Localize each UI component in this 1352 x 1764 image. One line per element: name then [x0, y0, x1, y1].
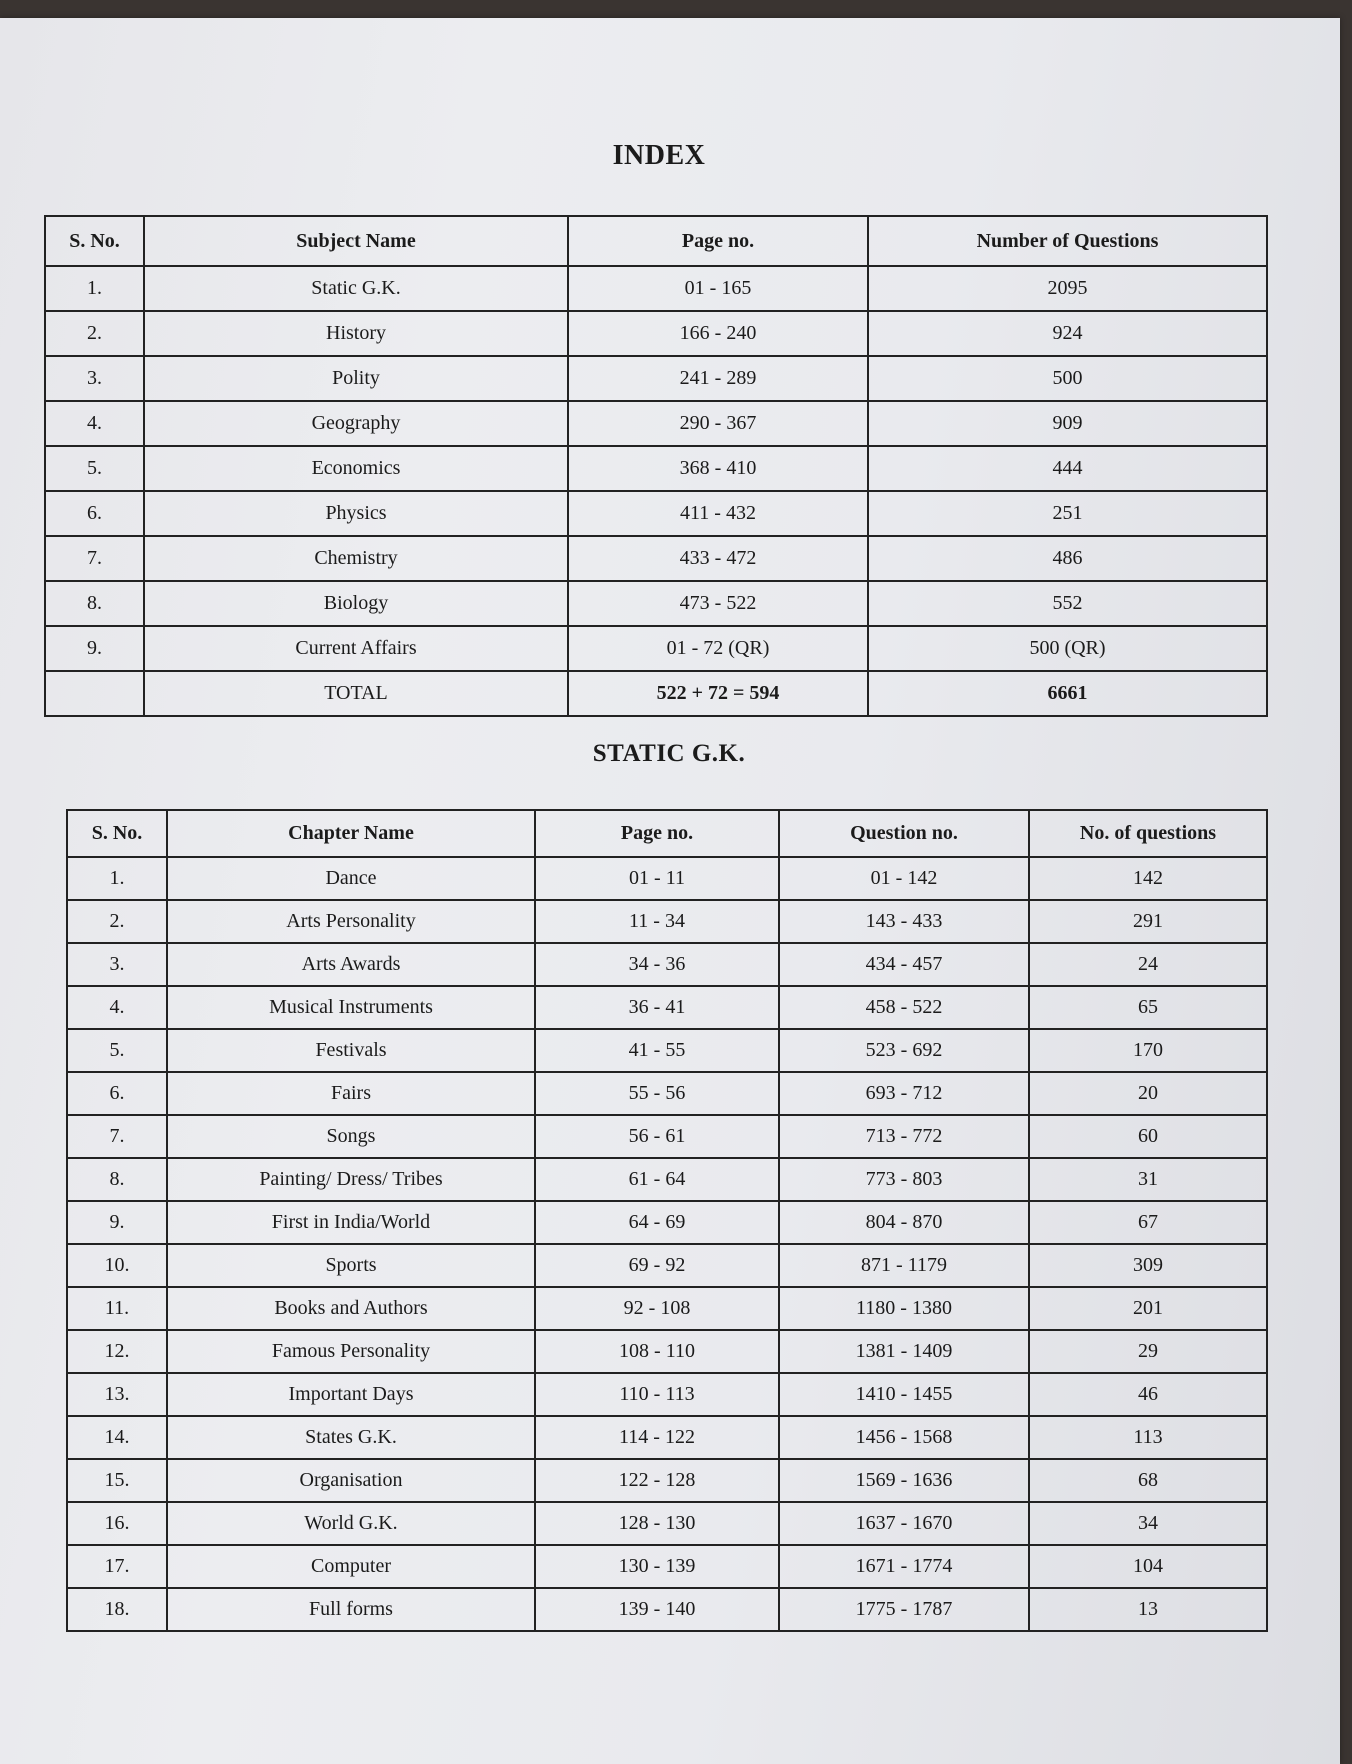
static-cell-question-no: 523 - 692: [779, 1029, 1029, 1072]
static-cell-chapter: Important Days: [167, 1373, 535, 1416]
static-cell-chapter: Full forms: [167, 1588, 535, 1631]
static-cell-chapter: Arts Personality: [167, 900, 535, 943]
index-cell-sno: 1.: [45, 266, 144, 311]
static-cell-count: 113: [1029, 1416, 1267, 1459]
static-cell-count: 65: [1029, 986, 1267, 1029]
static-cell-count: 201: [1029, 1287, 1267, 1330]
table-row: [67, 1201, 1267, 1244]
index-cell-questions: 486: [868, 536, 1267, 581]
index-cell-sno: 7.: [45, 536, 144, 581]
index-cell-subject: Geography: [144, 401, 568, 446]
static-header-question-no: Question no.: [779, 810, 1029, 857]
static-cell-pages: 122 - 128: [535, 1459, 779, 1502]
static-cell-pages: 108 - 110: [535, 1330, 779, 1373]
index-cell-sno: 9.: [45, 626, 144, 671]
static-cell-count: 291: [1029, 900, 1267, 943]
static-header-count: No. of questions: [1029, 810, 1267, 857]
table-row: [45, 491, 1267, 536]
table-row: [45, 536, 1267, 581]
static-cell-chapter: Arts Awards: [167, 943, 535, 986]
static-cell-sno: 15.: [67, 1459, 167, 1502]
index-cell-subject: Chemistry: [144, 536, 568, 581]
index-cell-pages: 01 - 165: [568, 266, 868, 311]
static-cell-chapter: First in India/World: [167, 1201, 535, 1244]
static-cell-pages: 11 - 34: [535, 900, 779, 943]
index-total-questions: 6661: [868, 671, 1267, 716]
static-cell-count: 60: [1029, 1115, 1267, 1158]
index-cell-pages: 01 - 72 (QR): [568, 626, 868, 671]
static-cell-chapter: Musical Instruments: [167, 986, 535, 1029]
index-cell-pages: 290 - 367: [568, 401, 868, 446]
static-cell-sno: 1.: [67, 857, 167, 900]
static-cell-question-no: 143 - 433: [779, 900, 1029, 943]
static-cell-pages: 34 - 36: [535, 943, 779, 986]
static-cell-count: 142: [1029, 857, 1267, 900]
static-gk-title: STATIC G.K.: [592, 740, 746, 767]
index-cell-pages: 473 - 522: [568, 581, 868, 626]
static-cell-pages: 110 - 113: [535, 1373, 779, 1416]
table-row: [67, 1244, 1267, 1287]
table-row: [67, 1416, 1267, 1459]
static-cell-count: 20: [1029, 1072, 1267, 1115]
index-cell-pages: 411 - 432: [568, 491, 868, 536]
index-cell-questions: 2095: [868, 266, 1267, 311]
static-cell-count: 46: [1029, 1373, 1267, 1416]
static-cell-chapter: Festivals: [167, 1029, 535, 1072]
static-cell-question-no: 1569 - 1636: [779, 1459, 1029, 1502]
index-cell-sno: 4.: [45, 401, 144, 446]
static-cell-sno: 13.: [67, 1373, 167, 1416]
static-cell-pages: 64 - 69: [535, 1201, 779, 1244]
static-cell-question-no: 693 - 712: [779, 1072, 1029, 1115]
index-cell-pages: 368 - 410: [568, 446, 868, 491]
index-cell-subject: Biology: [144, 581, 568, 626]
static-cell-sno: 18.: [67, 1588, 167, 1631]
static-cell-question-no: 1671 - 1774: [779, 1545, 1029, 1588]
static-cell-chapter: Organisation: [167, 1459, 535, 1502]
static-cell-count: 67: [1029, 1201, 1267, 1244]
table-row: [67, 1029, 1267, 1072]
static-cell-question-no: 1410 - 1455: [779, 1373, 1029, 1416]
static-cell-count: 170: [1029, 1029, 1267, 1072]
index-header-page: Page no.: [568, 216, 868, 266]
document-page: [0, 18, 1340, 1764]
static-cell-question-no: 713 - 772: [779, 1115, 1029, 1158]
static-cell-chapter: Painting/ Dress/ Tribes: [167, 1158, 535, 1201]
static-cell-chapter: Sports: [167, 1244, 535, 1287]
index-cell-subject: Physics: [144, 491, 568, 536]
static-cell-sno: 12.: [67, 1330, 167, 1373]
index-cell-sno: 6.: [45, 491, 144, 536]
index-cell-subject: Polity: [144, 356, 568, 401]
static-cell-sno: 17.: [67, 1545, 167, 1588]
static-cell-question-no: 458 - 522: [779, 986, 1029, 1029]
table-row: [67, 1545, 1267, 1588]
index-total-sno: [45, 671, 144, 716]
static-header-sno: S. No.: [67, 810, 167, 857]
index-cell-questions: 924: [868, 311, 1267, 356]
static-cell-sno: 9.: [67, 1201, 167, 1244]
index-cell-sno: 3.: [45, 356, 144, 401]
table-row: [45, 266, 1267, 311]
static-cell-pages: 114 - 122: [535, 1416, 779, 1459]
static-cell-sno: 10.: [67, 1244, 167, 1287]
index-cell-subject: Economics: [144, 446, 568, 491]
static-cell-question-no: 01 - 142: [779, 857, 1029, 900]
static-cell-sno: 7.: [67, 1115, 167, 1158]
table-row: [67, 1502, 1267, 1545]
table-row: [67, 1158, 1267, 1201]
index-header-questions: Number of Questions: [868, 216, 1267, 266]
table-row: [45, 311, 1267, 356]
table-row: [67, 1287, 1267, 1330]
static-cell-sno: 6.: [67, 1072, 167, 1115]
static-header-row: [67, 810, 1267, 857]
static-cell-pages: 55 - 56: [535, 1072, 779, 1115]
index-cell-questions: 500 (QR): [868, 626, 1267, 671]
table-row: [67, 1588, 1267, 1631]
static-cell-pages: 36 - 41: [535, 986, 779, 1029]
table-row: [67, 986, 1267, 1029]
index-header-sno: S. No.: [45, 216, 144, 266]
static-cell-pages: 61 - 64: [535, 1158, 779, 1201]
table-row: [45, 581, 1267, 626]
static-cell-question-no: 804 - 870: [779, 1201, 1029, 1244]
static-cell-sno: 8.: [67, 1158, 167, 1201]
index-cell-sno: 5.: [45, 446, 144, 491]
table-row: [67, 1072, 1267, 1115]
static-cell-chapter: World G.K.: [167, 1502, 535, 1545]
static-cell-question-no: 1456 - 1568: [779, 1416, 1029, 1459]
index-cell-questions: 251: [868, 491, 1267, 536]
index-cell-questions: 552: [868, 581, 1267, 626]
static-cell-question-no: 1381 - 1409: [779, 1330, 1029, 1373]
table-row: [45, 356, 1267, 401]
index-cell-pages: 241 - 289: [568, 356, 868, 401]
static-cell-pages: 130 - 139: [535, 1545, 779, 1588]
static-cell-count: 309: [1029, 1244, 1267, 1287]
static-cell-sno: 3.: [67, 943, 167, 986]
static-cell-chapter: Computer: [167, 1545, 535, 1588]
index-cell-subject: Static G.K.: [144, 266, 568, 311]
table-row: [67, 1330, 1267, 1373]
static-cell-pages: 128 - 130: [535, 1502, 779, 1545]
static-cell-chapter: States G.K.: [167, 1416, 535, 1459]
static-cell-count: 24: [1029, 943, 1267, 986]
static-cell-pages: 69 - 92: [535, 1244, 779, 1287]
index-total-label: TOTAL: [144, 671, 568, 716]
static-cell-pages: 41 - 55: [535, 1029, 779, 1072]
static-header-page: Page no.: [535, 810, 779, 857]
index-cell-pages: 166 - 240: [568, 311, 868, 356]
table-row: [67, 1459, 1267, 1502]
static-cell-count: 68: [1029, 1459, 1267, 1502]
table-row: [67, 1115, 1267, 1158]
static-cell-question-no: 1180 - 1380: [779, 1287, 1029, 1330]
index-cell-subject: Current Affairs: [144, 626, 568, 671]
static-cell-sno: 14.: [67, 1416, 167, 1459]
index-header-subject: Subject Name: [144, 216, 568, 266]
static-cell-sno: 5.: [67, 1029, 167, 1072]
static-cell-pages: 01 - 11: [535, 857, 779, 900]
table-row: [67, 857, 1267, 900]
static-cell-question-no: 773 - 803: [779, 1158, 1029, 1201]
index-cell-questions: 444: [868, 446, 1267, 491]
index-cell-questions: 909: [868, 401, 1267, 446]
table-row: [45, 626, 1267, 671]
index-cell-pages: 433 - 472: [568, 536, 868, 581]
static-cell-sno: 4.: [67, 986, 167, 1029]
static-cell-chapter: Songs: [167, 1115, 535, 1158]
static-cell-sno: 2.: [67, 900, 167, 943]
index-table: [44, 215, 1268, 717]
static-cell-chapter: Books and Authors: [167, 1287, 535, 1330]
index-header-row: [45, 216, 1267, 266]
static-cell-count: 104: [1029, 1545, 1267, 1588]
index-cell-sno: 8.: [45, 581, 144, 626]
static-gk-table: [66, 809, 1268, 1632]
table-row: [45, 446, 1267, 491]
index-cell-questions: 500: [868, 356, 1267, 401]
static-cell-count: 29: [1029, 1330, 1267, 1373]
static-cell-pages: 92 - 108: [535, 1287, 779, 1330]
static-cell-question-no: 434 - 457: [779, 943, 1029, 986]
static-cell-count: 31: [1029, 1158, 1267, 1201]
static-cell-question-no: 871 - 1179: [779, 1244, 1029, 1287]
static-cell-chapter: Famous Personality: [167, 1330, 535, 1373]
static-cell-count: 34: [1029, 1502, 1267, 1545]
static-cell-sno: 11.: [67, 1287, 167, 1330]
static-cell-chapter: Dance: [167, 857, 535, 900]
index-cell-sno: 2.: [45, 311, 144, 356]
static-cell-sno: 16.: [67, 1502, 167, 1545]
table-row: [67, 943, 1267, 986]
index-total-pages: 522 + 72 = 594: [568, 671, 868, 716]
static-cell-question-no: 1637 - 1670: [779, 1502, 1029, 1545]
table-row: [67, 1373, 1267, 1416]
static-cell-count: 13: [1029, 1588, 1267, 1631]
static-cell-chapter: Fairs: [167, 1072, 535, 1115]
table-row: [45, 401, 1267, 446]
index-total-row: [45, 671, 1267, 716]
index-cell-subject: History: [144, 311, 568, 356]
static-cell-pages: 56 - 61: [535, 1115, 779, 1158]
static-header-chapter: Chapter Name: [167, 810, 535, 857]
static-cell-pages: 139 - 140: [535, 1588, 779, 1631]
static-cell-question-no: 1775 - 1787: [779, 1588, 1029, 1631]
index-title: INDEX: [612, 140, 706, 171]
table-row: [67, 900, 1267, 943]
